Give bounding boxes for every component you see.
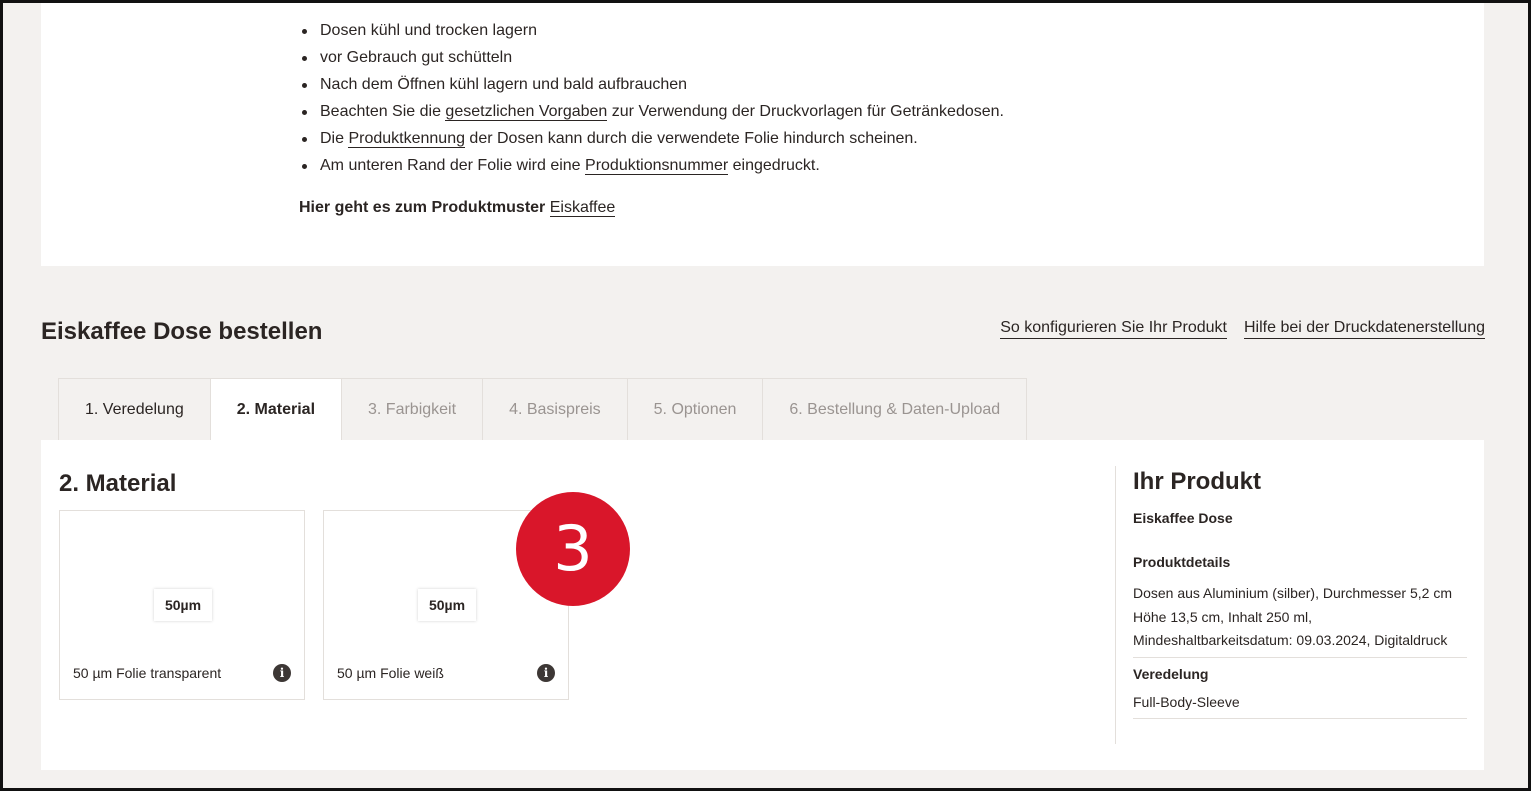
tab-veredelung[interactable]: 1. Veredelung bbox=[59, 379, 211, 440]
list-item-text: Nach dem Öffnen kühl lagern und bald aufbrauchen bbox=[320, 76, 688, 93]
info-icon[interactable]: i bbox=[537, 664, 555, 682]
configure-help-link[interactable]: So konfigurieren Sie Ihr Produkt bbox=[1000, 319, 1227, 339]
list-item bbox=[299, 17, 1004, 44]
product-info-card bbox=[41, 0, 1484, 266]
list-item bbox=[299, 71, 1004, 98]
step-number-badge: 3 bbox=[516, 492, 630, 606]
summary-product-name: Eiskaffee Dose bbox=[1133, 510, 1233, 526]
summary-details-heading: Produktdetails bbox=[1133, 554, 1231, 570]
product-sample-text: Hier geht es zum Produktmuster bbox=[299, 199, 550, 216]
tab-farbigkeit: 3. Farbigkeit bbox=[342, 379, 483, 440]
production-number-link[interactable]: Produktionsnummer bbox=[585, 157, 729, 174]
product-sample-link[interactable]: Eiskaffee bbox=[549, 199, 616, 216]
print-data-help-link[interactable]: Hilfe bei der Druckdatenerstellung bbox=[1244, 319, 1485, 339]
material-panel bbox=[41, 440, 1484, 770]
list-item bbox=[299, 98, 1004, 125]
configurator-tabs bbox=[58, 378, 1027, 440]
material-thickness-chip: 50µm bbox=[418, 589, 476, 621]
list-item-text: Dosen kühl und trocken lagern bbox=[320, 22, 538, 39]
list-item-text: vor Gebrauch gut schütteln bbox=[320, 49, 513, 66]
list-item-text: Die bbox=[320, 130, 349, 147]
tab-bestellung-upload: 6. Bestellung & Daten-Upload bbox=[789, 401, 1001, 418]
material-option-transparent[interactable] bbox=[59, 510, 305, 700]
list-item-text: Beachten Sie die bbox=[320, 103, 446, 120]
order-title: Eiskaffee Dose bestellen bbox=[41, 318, 323, 345]
list-item-text: Am unteren Rand der Folie wird eine bbox=[320, 157, 586, 174]
list-item-text: der Dosen kann durch die verwendete Folie hindurch scheinen. bbox=[464, 130, 918, 147]
care-instructions-list bbox=[299, 17, 1004, 179]
material-option-label: 50 µm Folie weiß bbox=[337, 665, 444, 681]
tab-optionen: 5. Optionen bbox=[628, 379, 764, 440]
material-thickness-chip: 50µm bbox=[154, 589, 212, 621]
tab-basispreis: 4. Basispreis bbox=[483, 379, 628, 440]
panel-divider bbox=[1115, 466, 1116, 744]
list-item-text: zur Verwendung der Druckvorlagen für Getränkedosen. bbox=[607, 103, 1004, 120]
product-sample-line bbox=[299, 199, 615, 217]
list-item bbox=[299, 44, 1004, 71]
summary-details-text: Dosen aus Aluminium (silber), Durchmesser 5,2 cm Höhe 13,5 cm, Inhalt 250 ml, Mindeshaltbarkeitsdatum: 09.03.2024, Digitaldruck bbox=[1133, 582, 1467, 658]
list-item bbox=[299, 152, 1004, 179]
list-item-text: eingedruckt. bbox=[728, 157, 820, 174]
tab-material[interactable]: 2. Material bbox=[211, 379, 342, 441]
list-item bbox=[299, 125, 1004, 152]
summary-veredelung-value: Full-Body-Sleeve bbox=[1133, 694, 1467, 719]
summary-title: Ihr Produkt bbox=[1133, 468, 1262, 495]
material-option-label: 50 µm Folie transparent bbox=[73, 665, 222, 681]
summary-veredelung-heading: Veredelung bbox=[1133, 665, 1209, 682]
product-identifier-link[interactable]: Produktkennung bbox=[348, 130, 465, 147]
legal-requirements-link[interactable]: gesetzlichen Vorgaben bbox=[445, 103, 608, 120]
info-icon[interactable]: i bbox=[273, 664, 291, 682]
material-section-title: 2. Material bbox=[59, 470, 177, 497]
help-links bbox=[1000, 319, 1485, 339]
product-summary bbox=[1133, 468, 1467, 719]
